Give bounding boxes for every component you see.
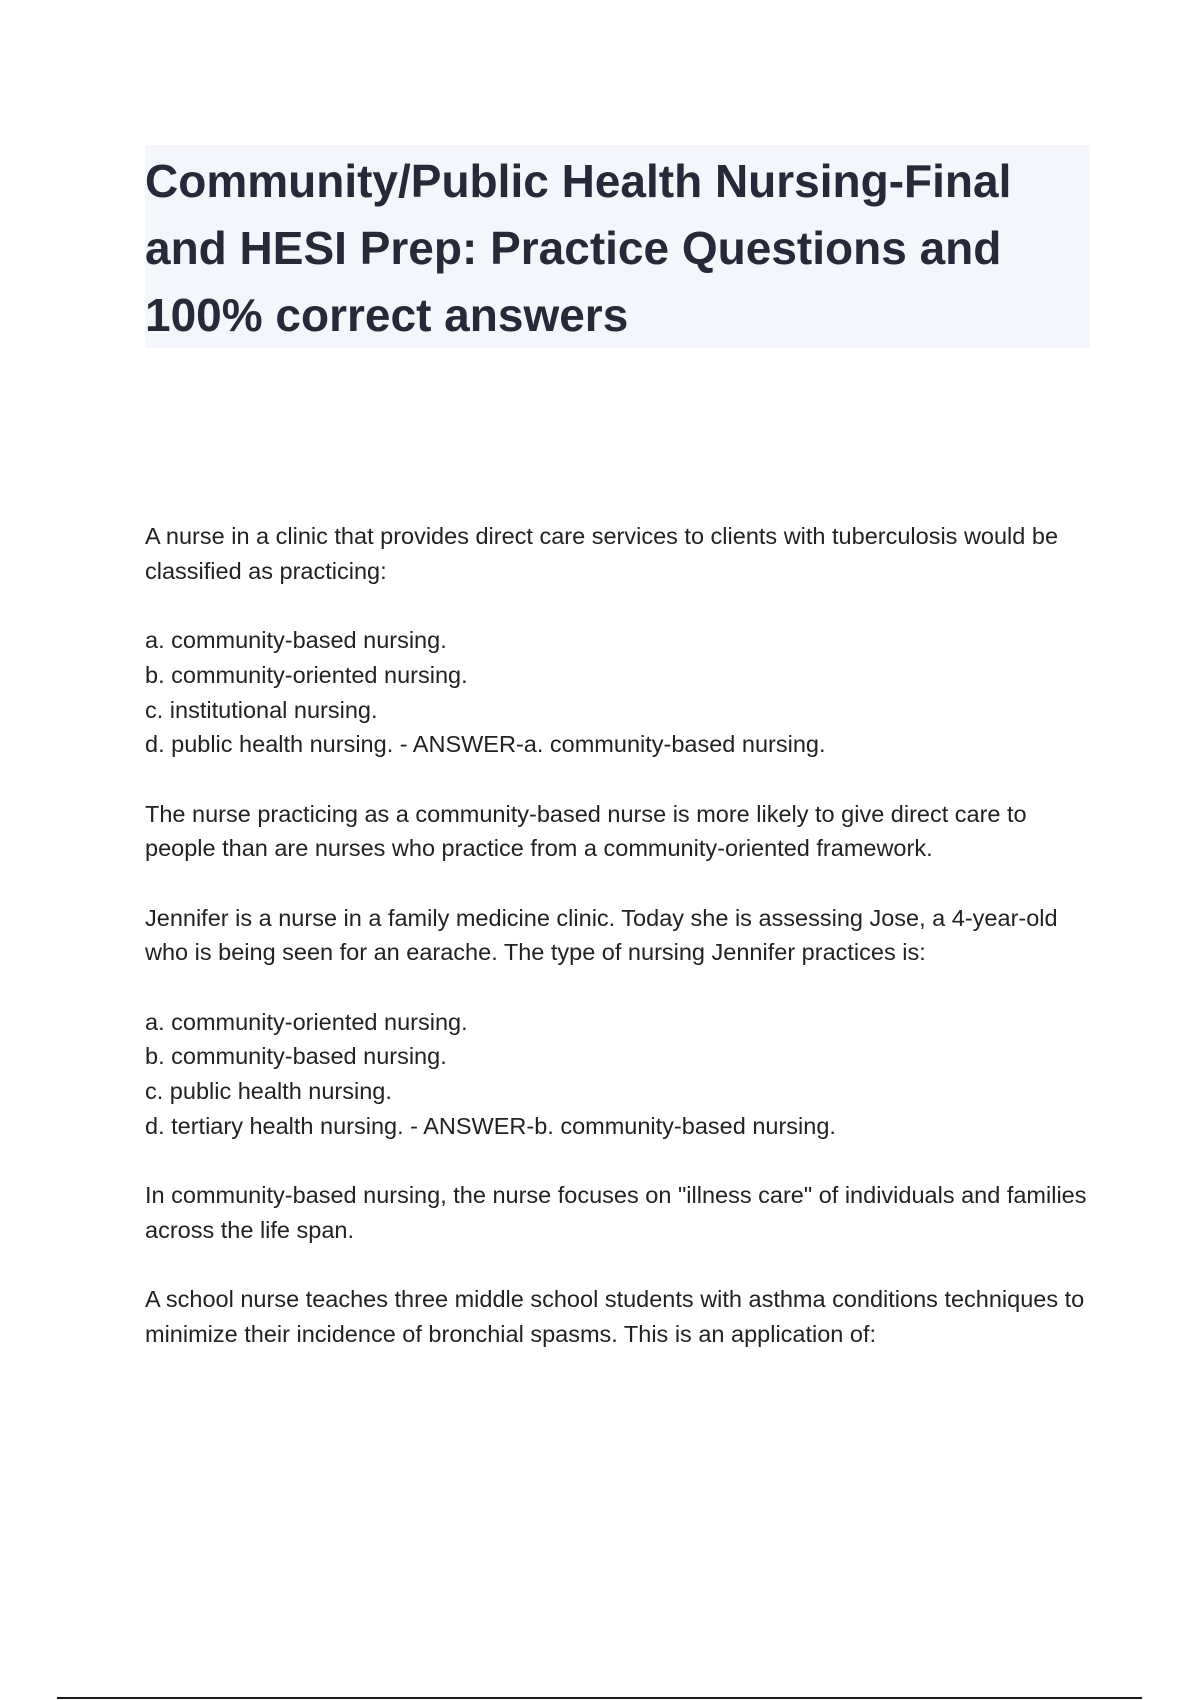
title-banner bbox=[145, 145, 1090, 348]
rationale-text: The nurse practicing as a community-based nurse is more likely to give direct care to people than are nurses who practice from a community-oriented framework. bbox=[145, 800, 1027, 862]
rationale-text: In community-based nursing, the nurse focuses on "illness care" of individuals and families across the life span. bbox=[145, 1182, 1087, 1243]
option-item: c. institutional nursing. bbox=[145, 696, 378, 723]
document-title: Community/Public Health Nursing-Final and HESI Prep: Practice Questions and 100% correct answers bbox=[145, 155, 1012, 341]
document-body bbox=[145, 519, 1090, 1386]
page-bottom-rule bbox=[57, 1697, 1142, 1699]
question-2-stem bbox=[145, 901, 1090, 970]
question-1-options bbox=[145, 623, 1090, 762]
question-text: A nurse in a clinic that provides direct care services to clients with tuberculosis would be classified as practicing: bbox=[145, 523, 1059, 584]
option-item: a. community-oriented nursing. bbox=[145, 1008, 468, 1035]
option-item: a. community-based nursing. bbox=[145, 627, 447, 654]
option-item: b. community-based nursing. bbox=[145, 1043, 447, 1070]
question-1-stem bbox=[145, 519, 1090, 588]
question-1-rationale bbox=[145, 797, 1090, 866]
option-item: c. public health nursing. bbox=[145, 1078, 392, 1105]
question-3-stem bbox=[145, 1282, 1090, 1351]
option-item: b. community-oriented nursing. bbox=[145, 661, 468, 688]
question-text: Jennifer is a nurse in a family medicine clinic. Today she is assessing Jose, a 4-year-old who is being seen for an earache. The type of nursing Jennifer practices is: bbox=[145, 904, 1058, 966]
question-text: A school nurse teaches three middle school students with asthma conditions techniques to minimize their incidence of bronchial spasms. This is an application of: bbox=[145, 1286, 1085, 1348]
question-2-options bbox=[145, 1005, 1090, 1144]
option-item-with-answer: d. tertiary health nursing. - ANSWER-b. community-based nursing. bbox=[145, 1112, 836, 1139]
option-item-with-answer: d. public health nursing. - ANSWER-a. community-based nursing. bbox=[145, 731, 826, 758]
question-2-rationale bbox=[145, 1178, 1090, 1247]
